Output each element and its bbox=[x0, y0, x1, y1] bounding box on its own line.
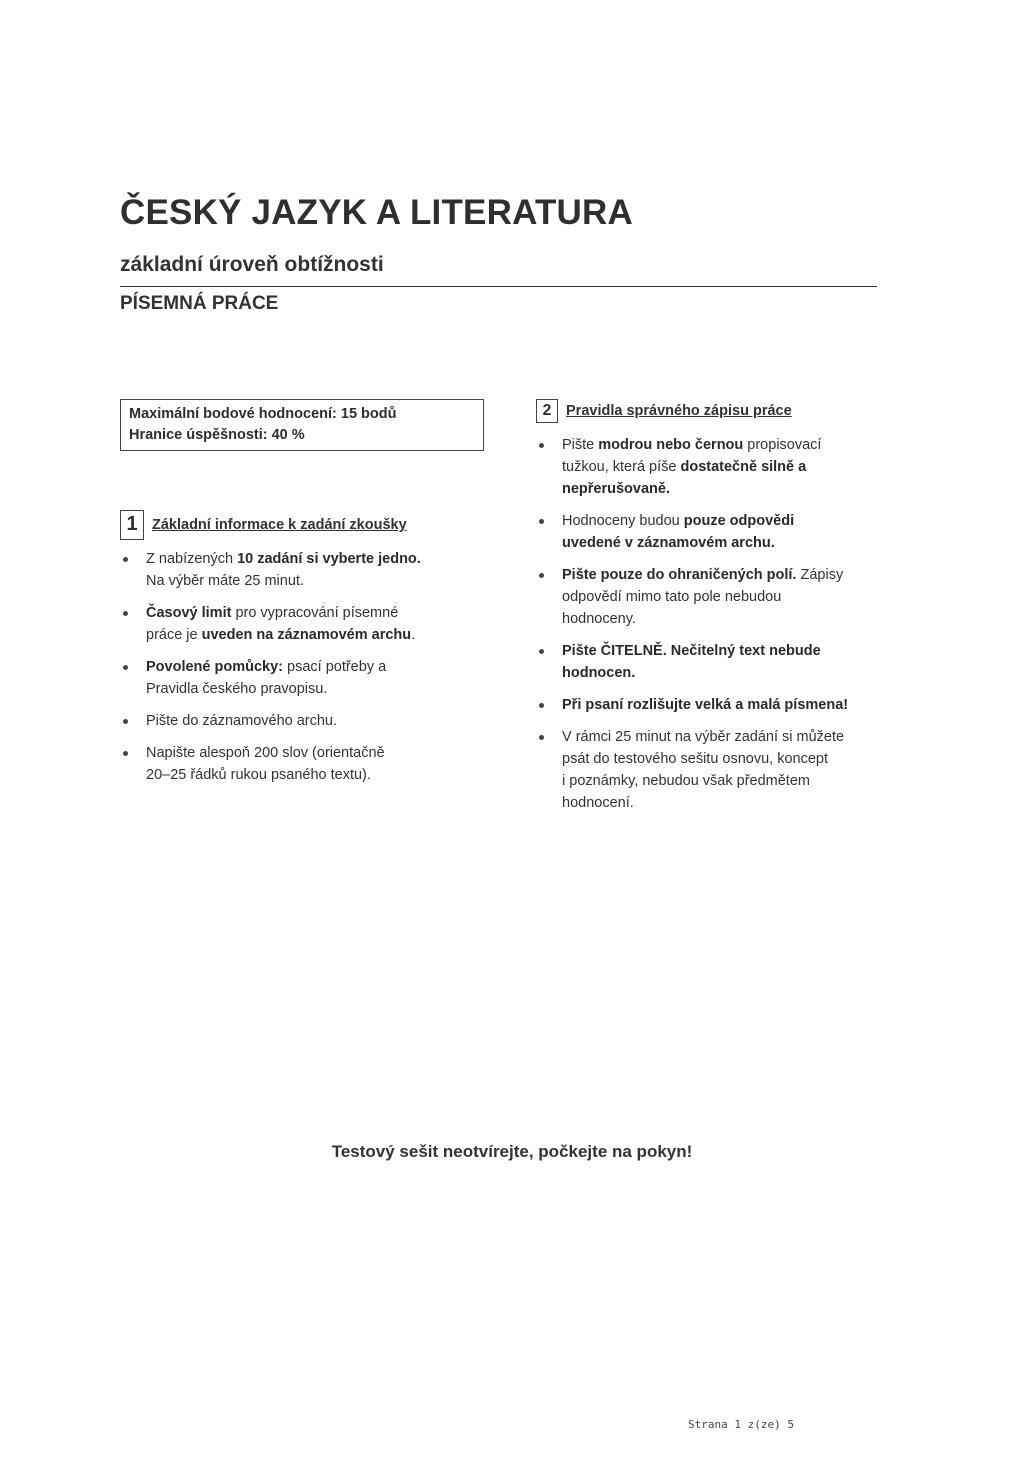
list-item bbox=[536, 726, 906, 814]
emphasis-text: Při psaní rozlišujte velká a malá písmena! bbox=[562, 697, 849, 713]
emphasis-text: dostatečně silně a bbox=[680, 459, 807, 475]
emphasis-text: modrou nebo černou bbox=[598, 437, 744, 453]
text: Napište alespoň 200 slov (orientačně bbox=[146, 745, 385, 761]
section-writing-rules bbox=[536, 396, 906, 824]
header-divider bbox=[120, 286, 877, 287]
text: psací potřeby a bbox=[282, 659, 387, 675]
emphasis-text: Časový limit bbox=[146, 605, 232, 621]
text: tužkou, která píše bbox=[562, 459, 681, 475]
text: hodnoceny. bbox=[562, 611, 636, 627]
text: odpovědí mimo tato pole nebudou bbox=[562, 589, 782, 605]
section-1-header bbox=[120, 510, 490, 540]
text: i poznámky, nebudou však předmětem bbox=[562, 773, 810, 789]
text: . bbox=[411, 627, 416, 643]
emphasis-text: 10 zadání si vyberte jedno. bbox=[237, 551, 421, 567]
text: 20–25 řádků rukou psaného textu). bbox=[146, 767, 371, 783]
emphasis-text: uveden na záznamovém archu bbox=[201, 627, 412, 643]
list-item bbox=[120, 710, 490, 732]
section-heading: Pravidla správného zápisu práce bbox=[566, 403, 792, 419]
max-points-text: Maximální bodové hodnocení: 15 bodů bbox=[129, 406, 397, 422]
list-item bbox=[536, 640, 906, 684]
text: Na výběr máte 25 minut. bbox=[146, 573, 304, 589]
writing-rules-list bbox=[536, 434, 906, 814]
scoring-box bbox=[120, 399, 484, 451]
text: práce je bbox=[146, 627, 202, 643]
page-number: Strana 1 z(ze) 5 bbox=[688, 1418, 794, 1431]
emphasis-text: nepřerušovaně. bbox=[562, 481, 670, 497]
emphasis-text: hodnocen. bbox=[562, 665, 636, 681]
list-item bbox=[120, 602, 490, 646]
success-threshold-text: Hranice úspěšnosti: 40 % bbox=[129, 427, 305, 443]
text: Z nabízených bbox=[146, 551, 238, 567]
list-item bbox=[120, 656, 490, 700]
page-title: ČESKÝ JAZYK A LITERATURA bbox=[120, 193, 633, 232]
text: Pište bbox=[562, 437, 599, 453]
section-number-badge: 2 bbox=[536, 399, 558, 423]
text: Zápisy bbox=[796, 567, 844, 583]
list-item bbox=[536, 510, 906, 554]
list-item bbox=[536, 434, 906, 500]
emphasis-text: Povolené pomůcky: bbox=[146, 659, 283, 675]
section-heading: Základní informace k zadání zkoušky bbox=[152, 517, 407, 533]
text: Pravidla českého pravopisu. bbox=[146, 681, 328, 697]
section-number-badge: 1 bbox=[120, 510, 144, 540]
text: pro vypracování písemné bbox=[231, 605, 399, 621]
basic-info-list bbox=[120, 548, 490, 786]
section-title: PÍSEMNÁ PRÁCE bbox=[120, 293, 279, 314]
difficulty-subtitle: základní úroveň obtížnosti bbox=[120, 253, 384, 276]
text: Pište do záznamového archu. bbox=[146, 713, 338, 729]
section-basic-info bbox=[120, 510, 490, 796]
emphasis-text: Pište pouze do ohraničených polí. bbox=[562, 567, 797, 583]
list-item bbox=[536, 564, 906, 630]
do-not-open-notice: Testový sešit neotvírejte, počkejte na pokyn! bbox=[331, 1142, 693, 1161]
text: hodnocení. bbox=[562, 795, 634, 811]
list-item bbox=[120, 742, 490, 786]
emphasis-text: uvedené v záznamovém archu. bbox=[562, 535, 775, 551]
section-2-header bbox=[536, 396, 906, 426]
list-item bbox=[120, 548, 490, 592]
emphasis-text: Pište ČITELNĚ. Nečitelný text nebude bbox=[562, 643, 821, 659]
text: V rámci 25 minut na výběr zadání si můžete bbox=[562, 729, 845, 745]
emphasis-text: pouze odpovědi bbox=[683, 513, 795, 529]
list-item bbox=[536, 694, 906, 716]
text: psát do testového sešitu osnovu, koncept bbox=[562, 751, 829, 767]
text: propisovací bbox=[743, 437, 822, 453]
text: Hodnoceny budou bbox=[562, 513, 684, 529]
